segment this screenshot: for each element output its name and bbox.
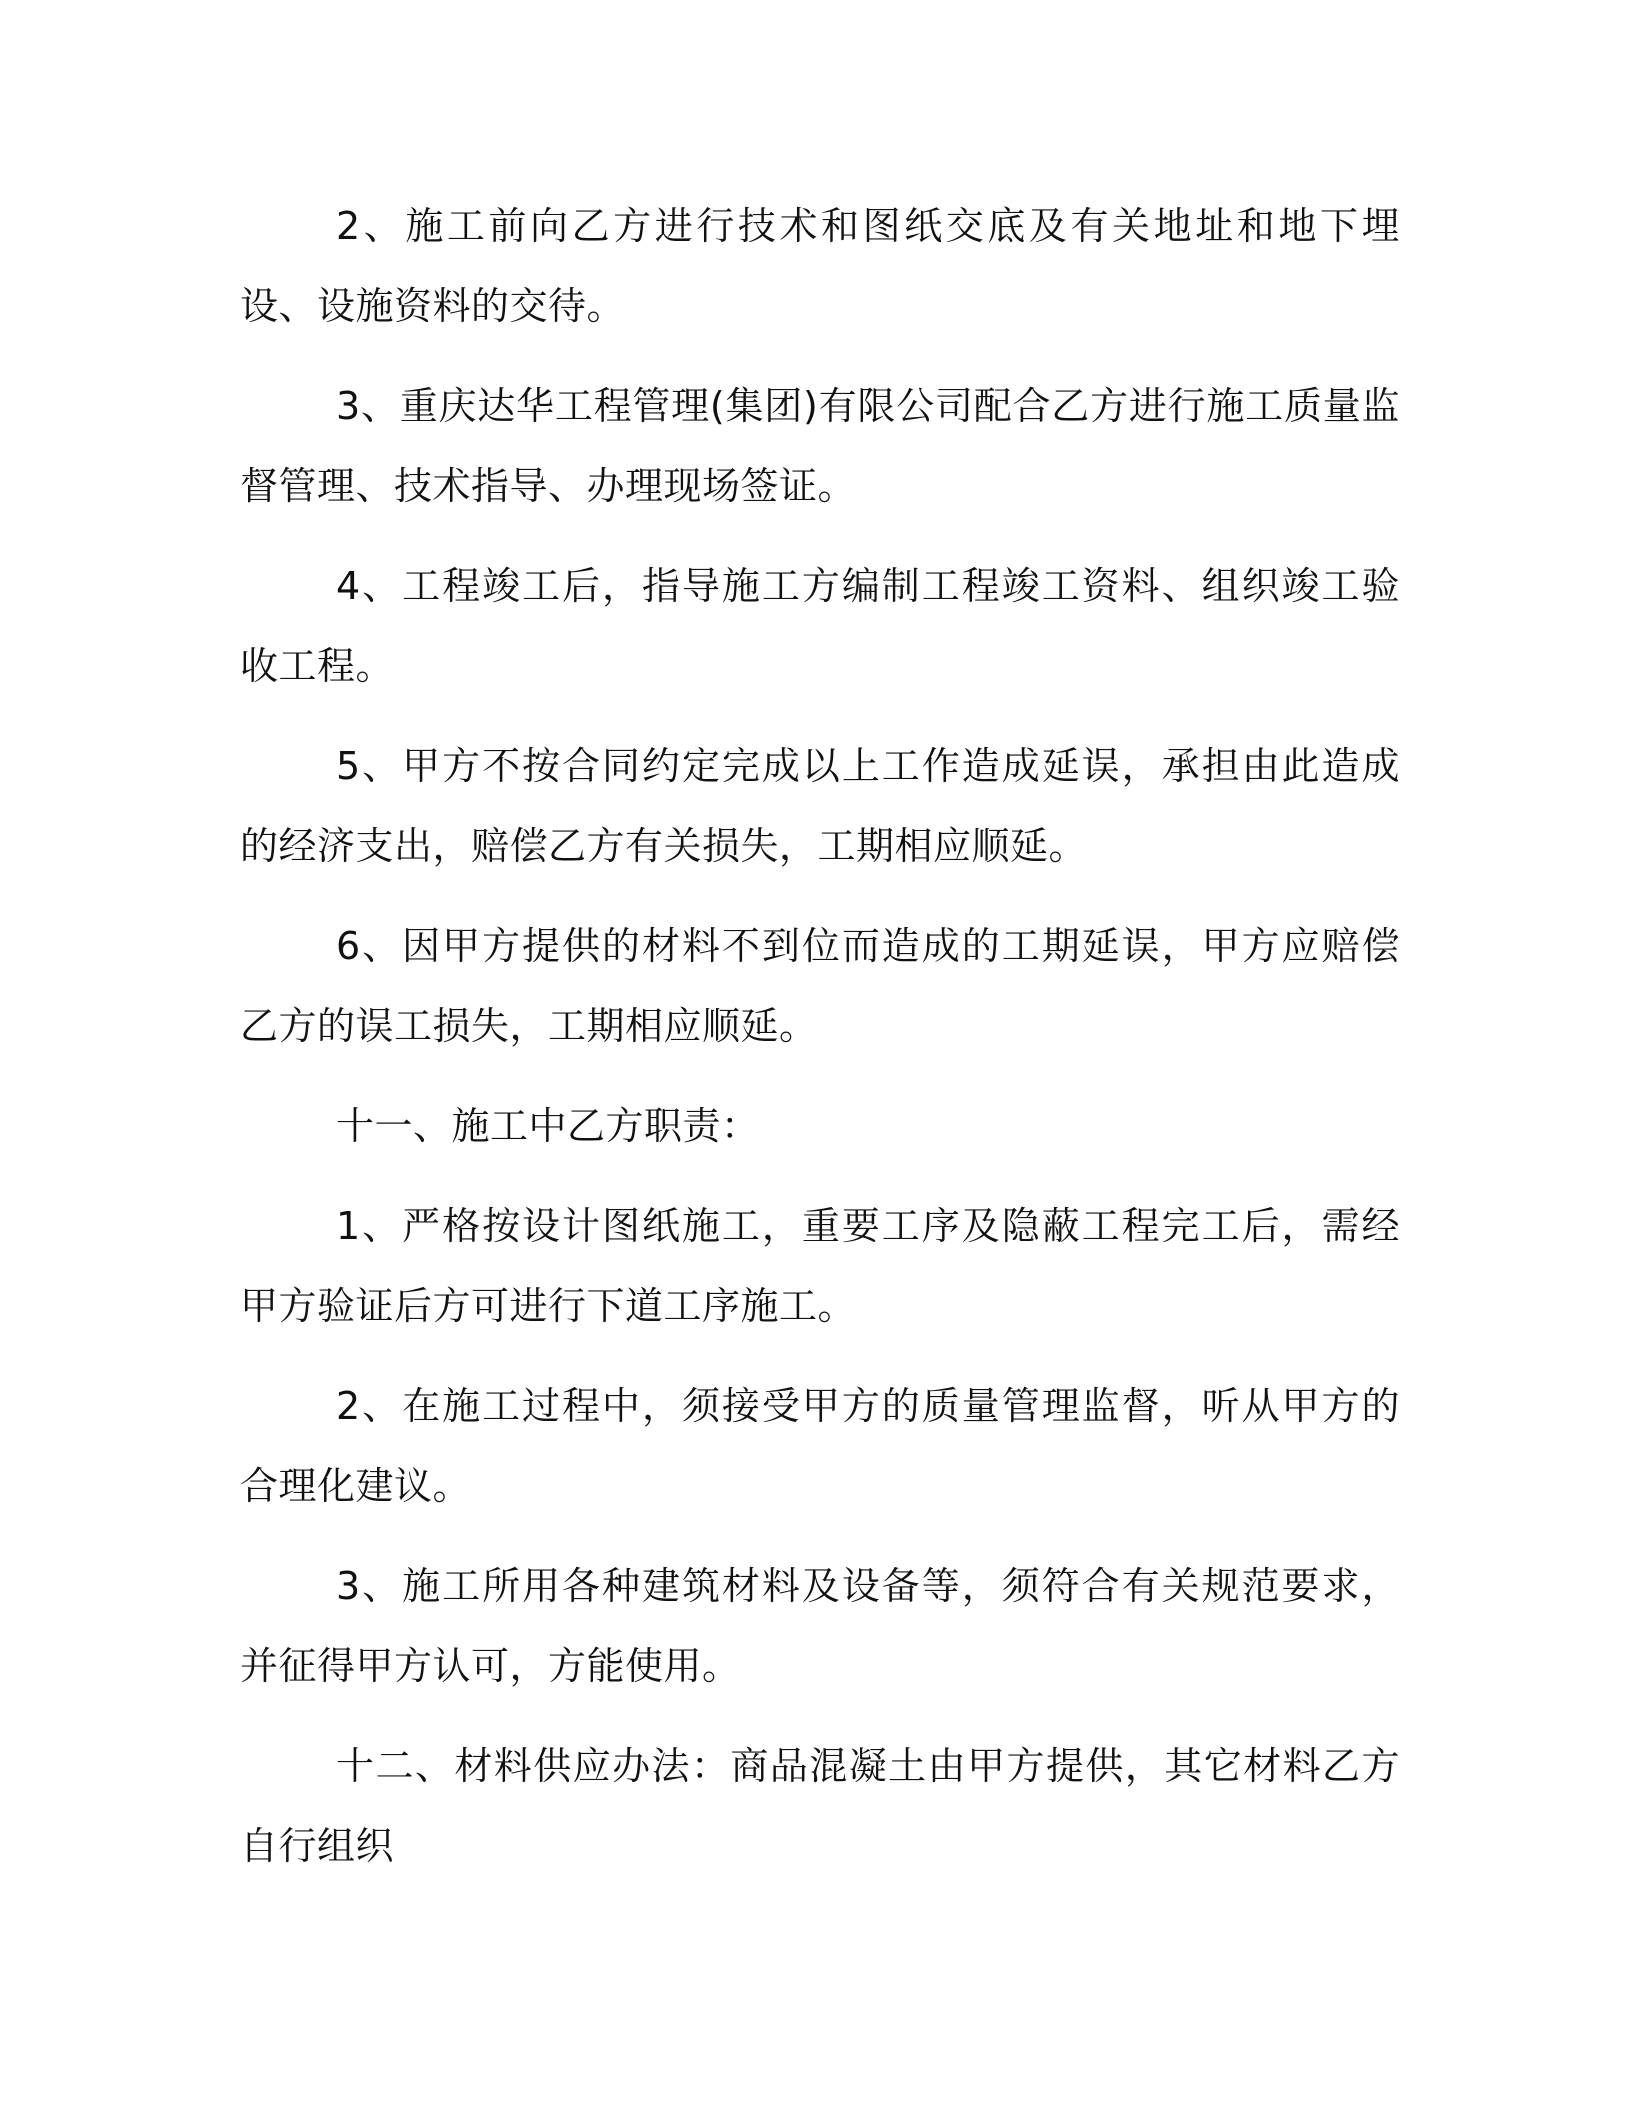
paragraph-item-2-quality: 2、在施工过程中，须接受甲方的质量管理监督，听从甲方的合理化建议。 <box>240 1384 1400 1508</box>
paragraph-item-5-delay: 5、甲方不按合同约定完成以上工作造成延误，承担由此造成的经济支出，赔偿乙方有关损失，工期相应顺延。 <box>240 744 1400 868</box>
section-heading-12: 十二、材料供应办法：商品混凝土由甲方提供，其它材料乙方自行组织 <box>240 1744 1400 1868</box>
paragraph-item-3-supervision: 3、重庆达华工程管理(集团)有限公司配合乙方进行施工质量监督管理、技术指导、办理现场签证。 <box>240 384 1400 508</box>
section-heading-11: 十一、施工中乙方职责： <box>336 1104 760 1148</box>
paragraph-item-3-materials: 3、施工所用各种建筑材料及设备等，须符合有关规范要求，并征得甲方认可，方能使用。 <box>240 1564 1400 1688</box>
document-body <box>240 186 1400 1906</box>
paragraph-item-1-design: 1、严格按设计图纸施工，重要工序及隐蔽工程完工后，需经甲方验证后方可进行下道工序施工。 <box>240 1204 1400 1328</box>
paragraph-item-2-disclosure: 2、施工前向乙方进行技术和图纸交底及有关地址和地下埋设、设施资料的交待。 <box>240 204 1400 328</box>
paragraph-item-4-completion: 4、工程竣工后，指导施工方编制工程竣工资料、组织竣工验收工程。 <box>240 564 1400 688</box>
paragraph-item-6-material-delay: 6、因甲方提供的材料不到位而造成的工期延误，甲方应赔偿乙方的误工损失，工期相应顺延。 <box>240 924 1400 1048</box>
